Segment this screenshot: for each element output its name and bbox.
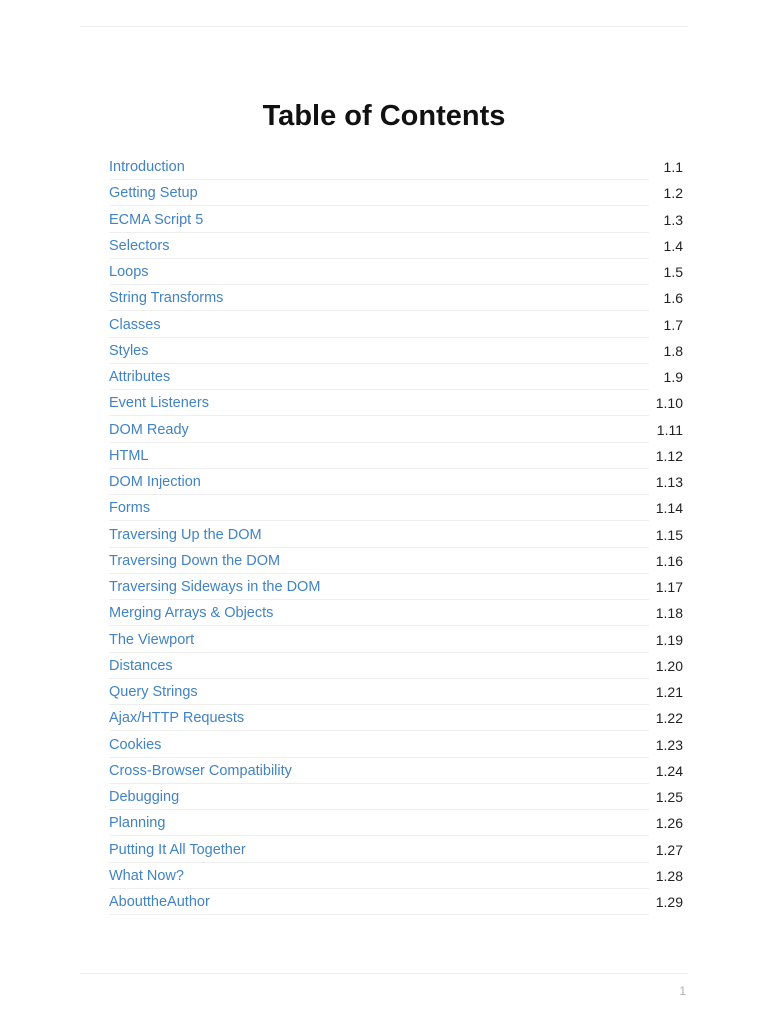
toc-entry-link[interactable]: Selectors [109, 233, 649, 259]
page-title: Table of Contents [262, 100, 506, 132]
toc-entry-link[interactable]: Introduction [109, 154, 649, 180]
toc-entry [109, 810, 685, 836]
toc-entry-link[interactable]: Attributes [109, 364, 649, 390]
toc-entry-link[interactable]: Cross-Browser Compatibility [109, 758, 649, 784]
toc-entry-link[interactable]: What Now? [109, 863, 649, 889]
header-divider [80, 26, 688, 27]
toc-entry-link[interactable]: Traversing Sideways in the DOM [109, 574, 649, 600]
toc-entry-link[interactable]: Distances [109, 653, 649, 679]
table-of-contents [109, 154, 685, 915]
toc-entry [109, 180, 685, 206]
page-number: 1 [679, 984, 686, 998]
toc-entry-link[interactable]: DOM Injection [109, 469, 649, 495]
toc-entry-number: 1.10 [655, 395, 683, 412]
toc-entry [109, 522, 685, 548]
toc-entry-number: 1.26 [655, 815, 683, 832]
toc-entry-number: 1.19 [655, 631, 683, 648]
toc-entry [109, 495, 685, 521]
toc-entry-number: 1.15 [655, 526, 683, 543]
toc-entry-number: 1.16 [655, 552, 683, 569]
toc-entry [109, 364, 685, 390]
toc-entry-link[interactable]: Ajax/HTTP Requests [109, 705, 649, 731]
toc-entry-number: 1.12 [655, 447, 683, 464]
toc-entry-link[interactable]: String Transforms [109, 285, 649, 311]
toc-entry-number: 1.20 [655, 657, 683, 674]
toc-entry [109, 627, 685, 653]
toc-entry-link[interactable]: Classes [109, 312, 649, 338]
toc-entry [109, 338, 685, 364]
toc-entry [109, 889, 685, 915]
toc-entry [109, 469, 685, 495]
toc-entry [109, 417, 685, 443]
toc-entry-link[interactable]: Traversing Down the DOM [109, 548, 649, 574]
toc-entry [109, 312, 685, 338]
toc-entry-number: 1.1 [663, 159, 683, 175]
toc-entry-link[interactable]: Putting It All Together [109, 837, 649, 863]
toc-entry-number: 1.22 [655, 710, 683, 727]
toc-entry-number: 1.3 [663, 211, 683, 228]
toc-entry-number: 1.5 [663, 264, 683, 280]
toc-entry-number: 1.25 [655, 789, 683, 805]
toc-entry-link[interactable]: ECMA Script 5 [109, 207, 649, 233]
toc-entry [109, 863, 685, 889]
toc-entry-link[interactable]: Traversing Up the DOM [109, 522, 649, 548]
toc-entry-number: 1.4 [663, 237, 683, 254]
toc-entry-number: 1.6 [663, 290, 683, 307]
toc-entry-number: 1.17 [655, 579, 683, 595]
toc-entry [109, 233, 685, 259]
toc-entry [109, 285, 685, 311]
toc-entry-link[interactable]: Forms [109, 495, 649, 521]
toc-entry-link[interactable]: Planning [109, 810, 649, 836]
toc-entry-number: 1.11 [656, 421, 683, 438]
toc-entry-link[interactable]: Event Listeners [109, 390, 649, 416]
toc-entry [109, 679, 685, 705]
toc-entry [109, 758, 685, 784]
toc-entry-number: 1.8 [663, 342, 683, 359]
toc-entry-link[interactable]: Query Strings [109, 679, 649, 705]
toc-entry-number: 1.14 [655, 500, 683, 517]
toc-entry [109, 259, 685, 285]
toc-entry-number: 1.29 [655, 894, 683, 910]
toc-entry-number: 1.13 [655, 474, 683, 490]
toc-entry-link[interactable]: Debugging [109, 784, 649, 810]
toc-entry [109, 207, 685, 233]
toc-entry-link[interactable]: Merging Arrays & Objects [109, 600, 649, 626]
toc-entry [109, 837, 685, 863]
toc-entry-link[interactable]: Cookies [109, 732, 649, 758]
footer-divider [80, 973, 688, 974]
toc-entry-number: 1.21 [655, 684, 683, 700]
toc-entry [109, 784, 685, 810]
toc-entry-link[interactable]: DOM Ready [109, 417, 649, 443]
toc-entry-link[interactable]: Loops [109, 259, 649, 285]
toc-entry [109, 154, 685, 180]
toc-entry [109, 732, 685, 758]
toc-entry-number: 1.23 [655, 736, 683, 753]
toc-entry [109, 653, 685, 679]
toc-entry-link[interactable]: HTML [109, 443, 649, 469]
toc-entry-number: 1.18 [655, 605, 683, 622]
toc-entry [109, 443, 685, 469]
toc-entry-number: 1.2 [663, 185, 683, 202]
toc-entry-number: 1.24 [655, 762, 683, 779]
toc-entry-link[interactable]: Getting Setup [109, 180, 649, 206]
toc-entry [109, 574, 685, 600]
toc-entry-number: 1.27 [655, 841, 683, 858]
toc-entry [109, 548, 685, 574]
toc-entry [109, 600, 685, 626]
toc-entry-link[interactable]: The Viewport [109, 627, 649, 653]
toc-entry-link[interactable]: AbouttheAuthor [109, 889, 649, 915]
toc-entry-number: 1.9 [663, 369, 683, 385]
toc-entry-link[interactable]: Styles [109, 338, 649, 364]
toc-entry-number: 1.7 [663, 316, 683, 333]
toc-entry [109, 705, 685, 731]
toc-entry [109, 390, 685, 416]
toc-entry-number: 1.28 [655, 867, 683, 884]
